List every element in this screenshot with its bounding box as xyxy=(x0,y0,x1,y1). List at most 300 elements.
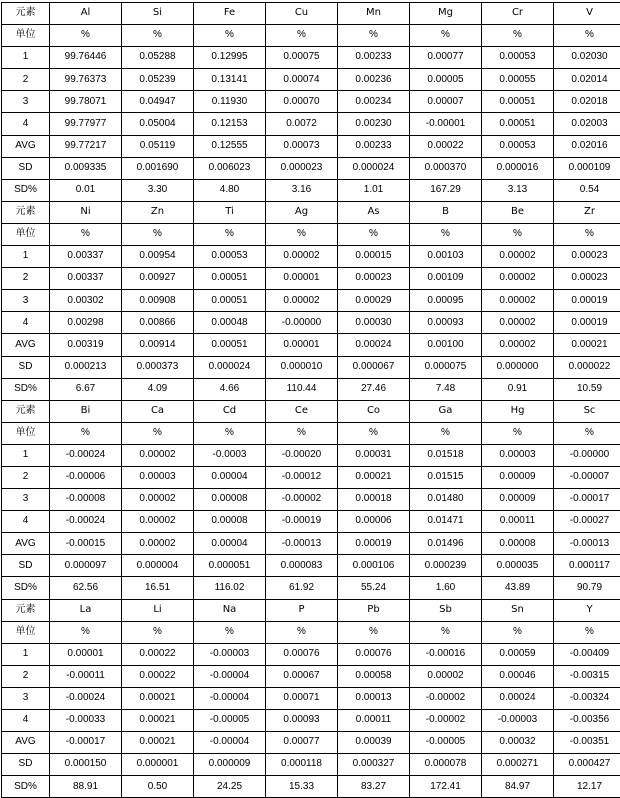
data-cell: 0.000000 xyxy=(482,356,554,378)
element-header-cell: P xyxy=(266,599,338,621)
table-row xyxy=(2,135,620,157)
table-row xyxy=(2,665,620,687)
data-cell: -0.00003 xyxy=(194,643,266,665)
data-cell: 0.00927 xyxy=(122,268,194,290)
element-header-cell: Na xyxy=(194,599,266,621)
data-cell: 0.00023 xyxy=(338,268,410,290)
unit-cell: % xyxy=(482,223,554,245)
element-header-cell: Zr xyxy=(554,201,620,223)
element-header-cell: Cr xyxy=(482,3,554,25)
element-header-cell: Mn xyxy=(338,3,410,25)
data-cell: 0.00029 xyxy=(338,290,410,312)
unit-cell: % xyxy=(50,25,122,47)
data-cell: 0.00031 xyxy=(338,444,410,466)
data-cell: 0.00002 xyxy=(122,511,194,533)
data-cell: 0.02016 xyxy=(554,135,620,157)
data-cell: 0.00019 xyxy=(338,533,410,555)
data-cell: 0.00908 xyxy=(122,290,194,312)
element-header-cell: La xyxy=(50,599,122,621)
data-cell: -0.00024 xyxy=(50,444,122,466)
data-cell: -0.00020 xyxy=(266,444,338,466)
data-cell: -0.00002 xyxy=(266,489,338,511)
data-cell: 0.00011 xyxy=(338,710,410,732)
unit-cell: % xyxy=(194,422,266,444)
data-cell: 0.00002 xyxy=(266,246,338,268)
unit-cell: % xyxy=(122,25,194,47)
data-cell: 0.00051 xyxy=(194,290,266,312)
data-cell: 0.00093 xyxy=(266,710,338,732)
table-row xyxy=(2,223,620,245)
element-header-cell: Mg xyxy=(410,3,482,25)
data-cell: 0.000327 xyxy=(338,754,410,776)
element-header-cell: Fe xyxy=(194,3,266,25)
data-cell: -0.00011 xyxy=(50,665,122,687)
data-cell: 1.01 xyxy=(338,179,410,201)
data-cell: 0.11930 xyxy=(194,91,266,113)
data-cell: 0.00103 xyxy=(410,246,482,268)
table-body xyxy=(2,3,620,798)
element-header-cell: Ni xyxy=(50,201,122,223)
element-header-cell: Be xyxy=(482,201,554,223)
data-cell: 0.000051 xyxy=(194,555,266,577)
data-cell: 83.27 xyxy=(338,776,410,798)
data-cell: 0.12153 xyxy=(194,113,266,135)
table-row xyxy=(2,643,620,665)
data-cell: 0.00001 xyxy=(266,334,338,356)
table-row xyxy=(2,687,620,709)
data-cell: 16.51 xyxy=(122,577,194,599)
data-cell: 0.000035 xyxy=(482,555,554,577)
row-label-avg: AVG xyxy=(2,334,50,356)
data-cell: 0.00234 xyxy=(338,91,410,113)
data-cell: -0.00007 xyxy=(554,466,620,488)
data-cell: 0.00021 xyxy=(122,710,194,732)
data-cell: -0.00002 xyxy=(410,687,482,709)
unit-cell: % xyxy=(338,223,410,245)
data-cell: 0.00011 xyxy=(482,511,554,533)
data-cell: 0.00002 xyxy=(482,290,554,312)
data-cell: 0.05119 xyxy=(122,135,194,157)
row-header-element: 元素 xyxy=(2,201,50,223)
table-row xyxy=(2,91,620,113)
data-cell: 0.000009 xyxy=(194,754,266,776)
data-cell: 0.00067 xyxy=(266,665,338,687)
data-cell: 0.000004 xyxy=(122,555,194,577)
data-cell: 4.80 xyxy=(194,179,266,201)
data-cell: 0.00095 xyxy=(410,290,482,312)
data-cell: 0.000370 xyxy=(410,157,482,179)
row-label: 4 xyxy=(2,710,50,732)
data-cell: 0.00053 xyxy=(482,135,554,157)
data-cell: 0.00013 xyxy=(338,687,410,709)
element-header-cell: Sn xyxy=(482,599,554,621)
data-cell: 84.97 xyxy=(482,776,554,798)
data-cell: -0.00015 xyxy=(50,533,122,555)
table-row xyxy=(2,290,620,312)
data-cell: 0.00074 xyxy=(266,69,338,91)
row-label: 4 xyxy=(2,113,50,135)
data-cell: 0.91 xyxy=(482,378,554,400)
data-cell: 0.00319 xyxy=(50,334,122,356)
data-cell: 0.000001 xyxy=(122,754,194,776)
data-cell: 0.00048 xyxy=(194,312,266,334)
element-header-cell: Ce xyxy=(266,400,338,422)
data-cell: 0.00001 xyxy=(50,643,122,665)
table-row xyxy=(2,69,620,91)
data-cell: -0.00012 xyxy=(266,466,338,488)
table-row xyxy=(2,113,620,135)
data-cell: 0.00302 xyxy=(50,290,122,312)
element-header-cell: Bi xyxy=(50,400,122,422)
data-cell: 0.00002 xyxy=(482,268,554,290)
row-label: 1 xyxy=(2,47,50,69)
data-cell: 0.01515 xyxy=(410,466,482,488)
unit-cell: % xyxy=(482,621,554,643)
row-label: 2 xyxy=(2,665,50,687)
analysis-results-table xyxy=(1,2,620,798)
element-header-cell: Y xyxy=(554,599,620,621)
data-cell: 0.00051 xyxy=(194,268,266,290)
row-label: 3 xyxy=(2,687,50,709)
data-cell: -0.00017 xyxy=(50,732,122,754)
data-cell: 0.00230 xyxy=(338,113,410,135)
unit-cell: % xyxy=(266,223,338,245)
row-header-unit: 单位 xyxy=(2,422,50,444)
element-header-cell: Si xyxy=(122,3,194,25)
row-label: 3 xyxy=(2,91,50,113)
data-cell: 0.00954 xyxy=(122,246,194,268)
data-cell: -0.00315 xyxy=(554,665,620,687)
data-cell: 0.04947 xyxy=(122,91,194,113)
element-header-cell: Ag xyxy=(266,201,338,223)
data-cell: -0.00356 xyxy=(554,710,620,732)
row-label-sd: SD xyxy=(2,555,50,577)
row-label: 4 xyxy=(2,312,50,334)
data-cell: 0.00077 xyxy=(410,47,482,69)
table-row xyxy=(2,356,620,378)
data-cell: 0.00024 xyxy=(482,687,554,709)
data-cell: 0.00051 xyxy=(482,113,554,135)
data-cell: -0.00005 xyxy=(194,710,266,732)
table-row xyxy=(2,47,620,69)
data-cell: 0.00018 xyxy=(338,489,410,511)
data-cell: 0.000083 xyxy=(266,555,338,577)
data-cell: 0.00008 xyxy=(194,511,266,533)
data-cell: 27.46 xyxy=(338,378,410,400)
data-cell: 0.02030 xyxy=(554,47,620,69)
data-cell: -0.00351 xyxy=(554,732,620,754)
unit-cell: % xyxy=(338,422,410,444)
element-header-cell: As xyxy=(338,201,410,223)
data-cell: -0.00000 xyxy=(554,444,620,466)
data-cell: 0.00059 xyxy=(482,643,554,665)
element-header-cell: Hg xyxy=(482,400,554,422)
table-row xyxy=(2,378,620,400)
data-cell: 0.01 xyxy=(50,179,122,201)
data-cell: 0.00298 xyxy=(50,312,122,334)
row-label-sdpct: SD% xyxy=(2,776,50,798)
data-cell: 0.00076 xyxy=(266,643,338,665)
row-label: 1 xyxy=(2,246,50,268)
data-cell: 0.00004 xyxy=(194,466,266,488)
row-label-sdpct: SD% xyxy=(2,577,50,599)
row-label-sdpct: SD% xyxy=(2,378,50,400)
table-row xyxy=(2,577,620,599)
data-cell: 0.50 xyxy=(122,776,194,798)
element-header-cell: Ca xyxy=(122,400,194,422)
unit-cell: % xyxy=(410,422,482,444)
table-row xyxy=(2,312,620,334)
row-label: 1 xyxy=(2,444,50,466)
data-cell: 0.01480 xyxy=(410,489,482,511)
data-cell: 0.00002 xyxy=(122,444,194,466)
element-header-cell: Zn xyxy=(122,201,194,223)
table-row xyxy=(2,754,620,776)
data-cell: -0.00017 xyxy=(554,489,620,511)
table-row xyxy=(2,466,620,488)
data-cell: 0.000078 xyxy=(410,754,482,776)
row-header-element: 元素 xyxy=(2,599,50,621)
element-header-cell: Pb xyxy=(338,599,410,621)
data-cell: 0.00075 xyxy=(266,47,338,69)
row-label-sd: SD xyxy=(2,356,50,378)
data-cell: 0.000023 xyxy=(266,157,338,179)
data-cell: 7.48 xyxy=(410,378,482,400)
data-cell: 12.17 xyxy=(554,776,620,798)
data-cell: 4.09 xyxy=(122,378,194,400)
data-cell: 0.000150 xyxy=(50,754,122,776)
data-cell: 24.25 xyxy=(194,776,266,798)
data-cell: 88.91 xyxy=(50,776,122,798)
row-header-element: 元素 xyxy=(2,3,50,25)
data-cell: 0.000024 xyxy=(338,157,410,179)
data-cell: 0.02018 xyxy=(554,91,620,113)
unit-cell: % xyxy=(410,25,482,47)
data-cell: -0.00024 xyxy=(50,687,122,709)
data-cell: 0.009335 xyxy=(50,157,122,179)
data-cell: -0.00027 xyxy=(554,511,620,533)
data-cell: -0.00004 xyxy=(194,732,266,754)
element-header-cell: Cu xyxy=(266,3,338,25)
element-header-cell: Ti xyxy=(194,201,266,223)
table-row xyxy=(2,710,620,732)
unit-cell: % xyxy=(194,25,266,47)
row-header-unit: 单位 xyxy=(2,621,50,643)
row-label: 3 xyxy=(2,489,50,511)
data-cell: 0.01496 xyxy=(410,533,482,555)
data-cell: 0.00001 xyxy=(266,268,338,290)
unit-cell: % xyxy=(122,223,194,245)
table-row xyxy=(2,400,620,422)
unit-cell: % xyxy=(194,223,266,245)
element-header-cell: Ga xyxy=(410,400,482,422)
unit-cell: % xyxy=(122,422,194,444)
data-cell: -0.00003 xyxy=(482,710,554,732)
data-cell: 55.24 xyxy=(338,577,410,599)
data-cell: -0.00002 xyxy=(410,710,482,732)
table-row xyxy=(2,621,620,643)
table-row xyxy=(2,246,620,268)
data-cell: 0.00019 xyxy=(554,312,620,334)
data-cell: 0.006023 xyxy=(194,157,266,179)
data-cell: 90.79 xyxy=(554,577,620,599)
data-cell: 0.00002 xyxy=(122,489,194,511)
data-cell: 0.00002 xyxy=(410,665,482,687)
data-cell: 0.000106 xyxy=(338,555,410,577)
table-row xyxy=(2,157,620,179)
data-cell: 0.00002 xyxy=(482,334,554,356)
row-label-sdpct: SD% xyxy=(2,179,50,201)
table-row xyxy=(2,179,620,201)
data-cell: 0.00019 xyxy=(554,290,620,312)
table-row xyxy=(2,334,620,356)
element-header-cell: Li xyxy=(122,599,194,621)
data-cell: 0.13141 xyxy=(194,69,266,91)
data-cell: 0.00002 xyxy=(482,312,554,334)
unit-cell: % xyxy=(194,621,266,643)
data-cell: -0.00008 xyxy=(50,489,122,511)
data-cell: 0.000117 xyxy=(554,555,620,577)
data-cell: 0.00236 xyxy=(338,69,410,91)
data-cell: 0.00023 xyxy=(554,268,620,290)
data-cell: -0.00019 xyxy=(266,511,338,533)
row-label: 2 xyxy=(2,466,50,488)
data-cell: 0.05288 xyxy=(122,47,194,69)
data-cell: 0.00002 xyxy=(482,246,554,268)
unit-cell: % xyxy=(50,621,122,643)
data-cell: 0.00008 xyxy=(482,533,554,555)
data-cell: -0.00033 xyxy=(50,710,122,732)
data-cell: 0.00100 xyxy=(410,334,482,356)
data-cell: 0.00008 xyxy=(194,489,266,511)
row-header-unit: 单位 xyxy=(2,223,50,245)
data-cell: 0.00007 xyxy=(410,91,482,113)
data-cell: 0.00337 xyxy=(50,268,122,290)
table-row xyxy=(2,3,620,25)
data-cell: 10.59 xyxy=(554,378,620,400)
data-cell: 0.001690 xyxy=(122,157,194,179)
data-cell: 0.00003 xyxy=(122,466,194,488)
row-label: 3 xyxy=(2,290,50,312)
data-cell: 0.00051 xyxy=(482,91,554,113)
unit-cell: % xyxy=(554,422,620,444)
data-cell: 3.30 xyxy=(122,179,194,201)
data-cell: 0.05004 xyxy=(122,113,194,135)
data-cell: 0.00077 xyxy=(266,732,338,754)
element-header-cell: Al xyxy=(50,3,122,25)
data-cell: 0.000427 xyxy=(554,754,620,776)
data-cell: 0.000373 xyxy=(122,356,194,378)
unit-cell: % xyxy=(122,621,194,643)
data-cell: 0.00070 xyxy=(266,91,338,113)
data-cell: 0.00071 xyxy=(266,687,338,709)
data-cell: -0.00013 xyxy=(266,533,338,555)
data-cell: 0.01518 xyxy=(410,444,482,466)
data-cell: -0.00000 xyxy=(266,312,338,334)
data-cell: 0.00053 xyxy=(482,47,554,69)
data-cell: 0.00039 xyxy=(338,732,410,754)
table-row xyxy=(2,268,620,290)
row-header-element: 元素 xyxy=(2,400,50,422)
data-cell: 0.00032 xyxy=(482,732,554,754)
unit-cell: % xyxy=(554,25,620,47)
data-cell: 99.76446 xyxy=(50,47,122,69)
data-cell: 0.00022 xyxy=(122,643,194,665)
data-cell: 0.00030 xyxy=(338,312,410,334)
data-cell: -0.00001 xyxy=(410,113,482,135)
data-cell: -0.00016 xyxy=(410,643,482,665)
unit-cell: % xyxy=(554,621,620,643)
data-cell: 0.01471 xyxy=(410,511,482,533)
data-cell: 0.00023 xyxy=(554,246,620,268)
unit-cell: % xyxy=(554,223,620,245)
data-cell: 3.13 xyxy=(482,179,554,201)
data-cell: 0.00021 xyxy=(554,334,620,356)
data-cell: 0.00109 xyxy=(410,268,482,290)
table-row xyxy=(2,599,620,621)
data-cell: 0.00046 xyxy=(482,665,554,687)
data-cell: 0.12995 xyxy=(194,47,266,69)
data-cell: 0.00004 xyxy=(194,533,266,555)
data-cell: 0.000097 xyxy=(50,555,122,577)
data-cell: 0.000016 xyxy=(482,157,554,179)
data-cell: 0.000239 xyxy=(410,555,482,577)
unit-cell: % xyxy=(50,223,122,245)
element-header-cell: Sb xyxy=(410,599,482,621)
data-cell: 99.77977 xyxy=(50,113,122,135)
data-cell: 0.00058 xyxy=(338,665,410,687)
data-cell: 0.00002 xyxy=(266,290,338,312)
data-cell: -0.00004 xyxy=(194,687,266,709)
unit-cell: % xyxy=(266,422,338,444)
data-cell: 0.000022 xyxy=(554,356,620,378)
data-cell: 0.00914 xyxy=(122,334,194,356)
row-header-unit: 单位 xyxy=(2,25,50,47)
data-cell: 0.000118 xyxy=(266,754,338,776)
row-label-avg: AVG xyxy=(2,732,50,754)
data-cell: 0.00073 xyxy=(266,135,338,157)
data-cell: 0.05239 xyxy=(122,69,194,91)
table-row xyxy=(2,555,620,577)
data-cell: 0.000271 xyxy=(482,754,554,776)
data-cell: 0.000109 xyxy=(554,157,620,179)
table-row xyxy=(2,511,620,533)
data-cell: 0.00093 xyxy=(410,312,482,334)
data-cell: 0.00021 xyxy=(122,687,194,709)
data-cell: 0.02014 xyxy=(554,69,620,91)
table-row xyxy=(2,732,620,754)
data-cell: 0.00005 xyxy=(410,69,482,91)
data-cell: 0.00866 xyxy=(122,312,194,334)
data-cell: 0.00022 xyxy=(122,665,194,687)
element-header-cell: Cd xyxy=(194,400,266,422)
data-cell: 99.76373 xyxy=(50,69,122,91)
data-cell: 0.02003 xyxy=(554,113,620,135)
data-cell: 0.00009 xyxy=(482,489,554,511)
table-row xyxy=(2,776,620,798)
data-cell: 0.00051 xyxy=(194,334,266,356)
data-cell: -0.0003 xyxy=(194,444,266,466)
data-cell: 0.00009 xyxy=(482,466,554,488)
data-cell: 0.00233 xyxy=(338,135,410,157)
data-cell: 0.00021 xyxy=(122,732,194,754)
data-cell: 167.29 xyxy=(410,179,482,201)
data-cell: -0.00006 xyxy=(50,466,122,488)
data-cell: -0.00409 xyxy=(554,643,620,665)
data-cell: -0.00024 xyxy=(50,511,122,533)
data-cell: 116.02 xyxy=(194,577,266,599)
row-label-avg: AVG xyxy=(2,533,50,555)
